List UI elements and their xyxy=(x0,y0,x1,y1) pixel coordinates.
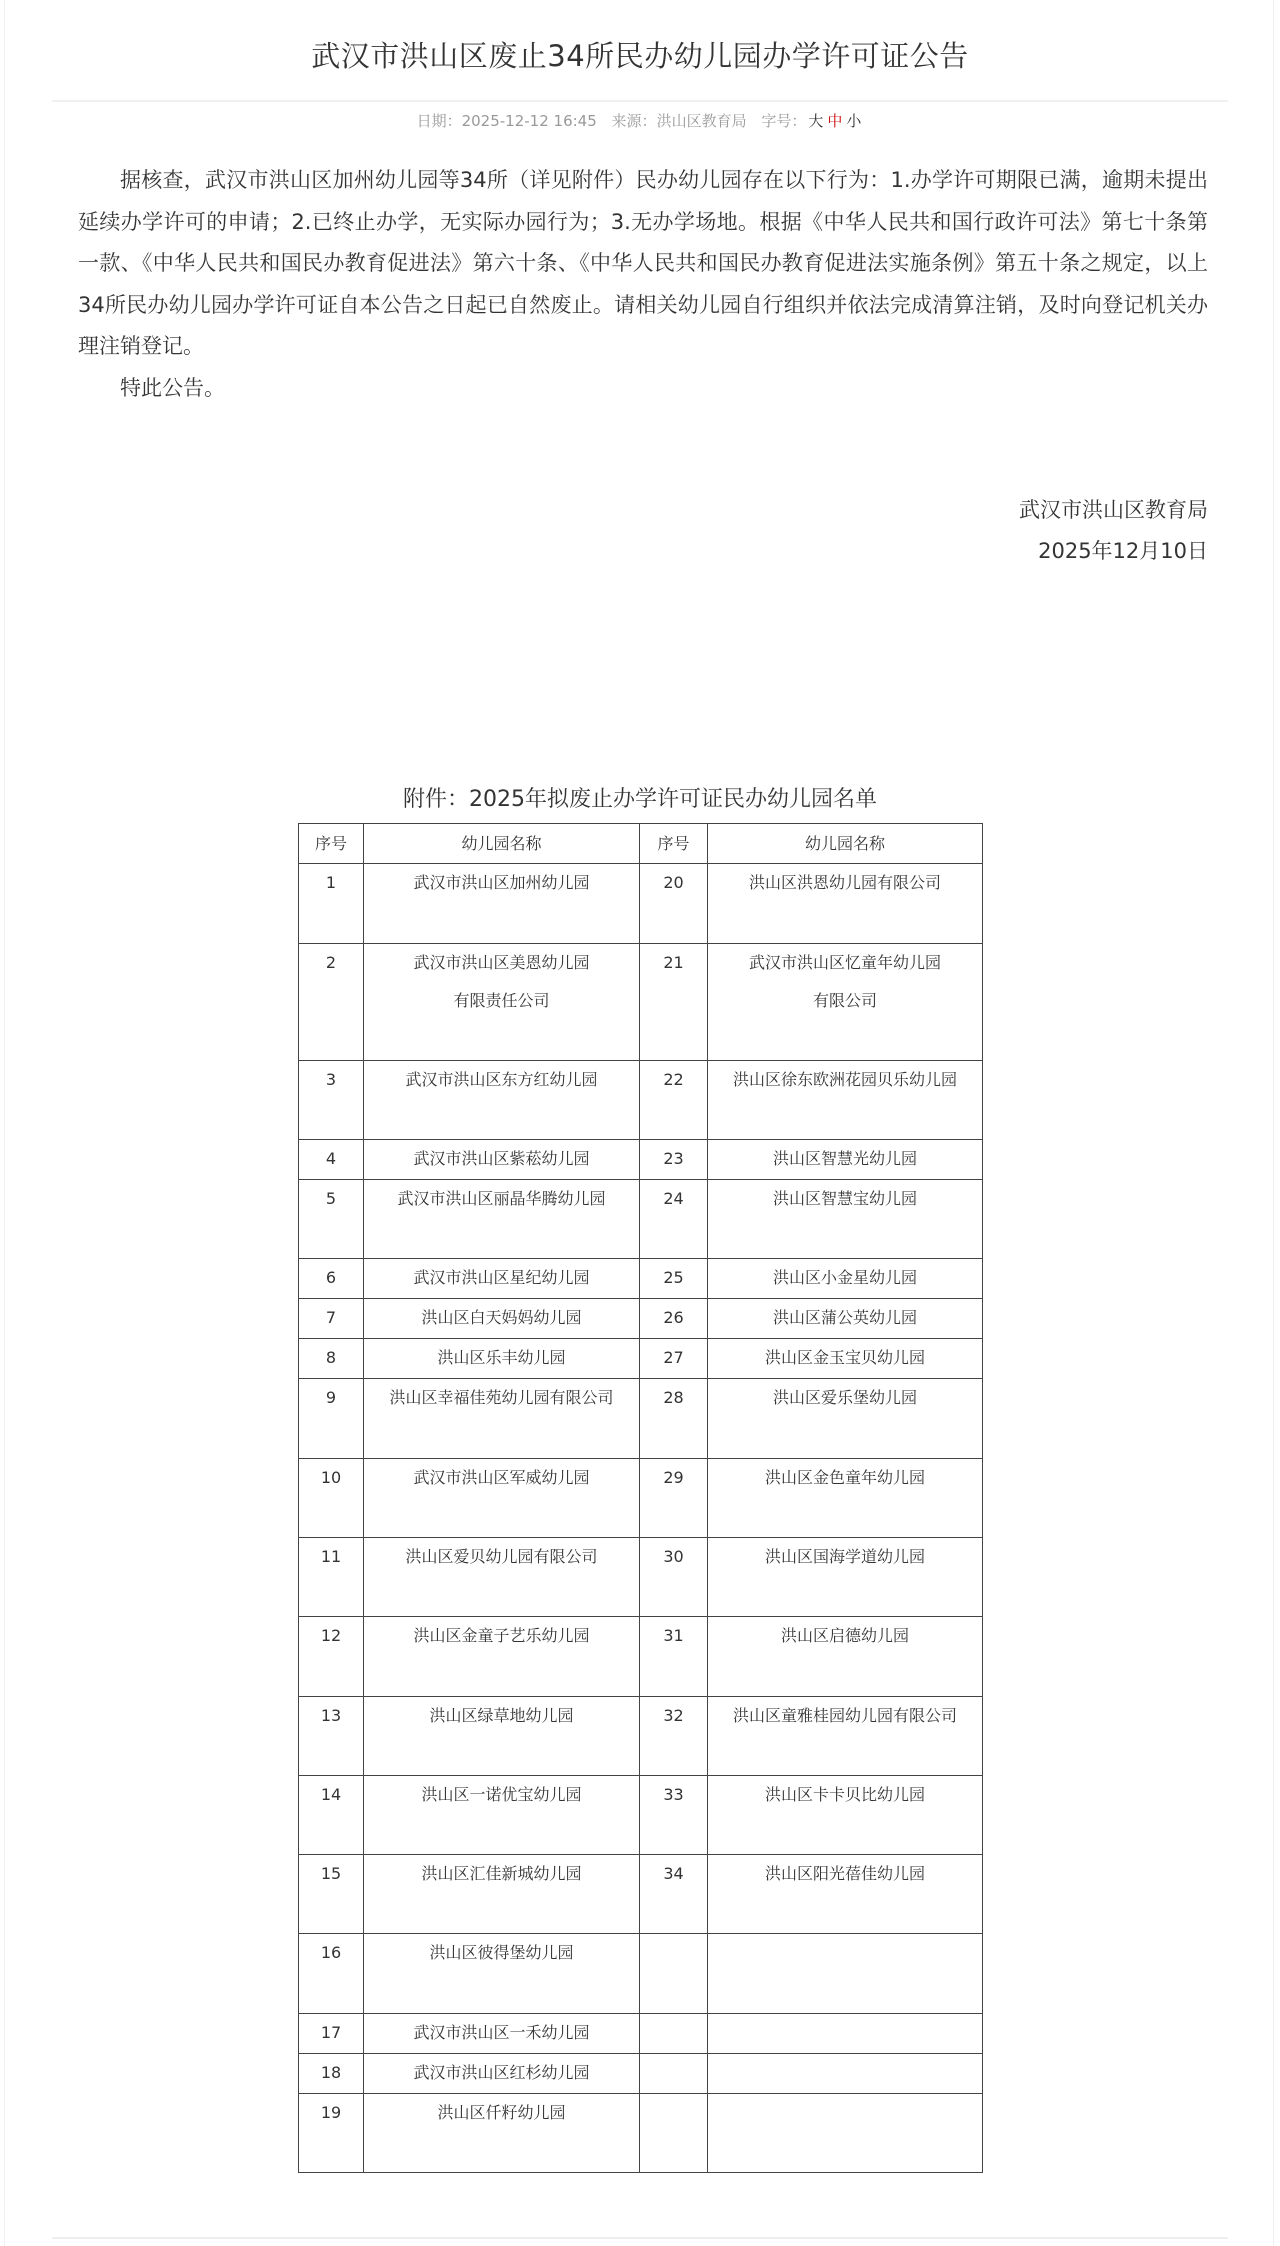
title-divider xyxy=(52,100,1228,102)
header-name-right: 幼儿园名称 xyxy=(708,824,983,864)
kindergarten-name-cell: 洪山区爱乐堡幼儿园 xyxy=(708,1379,983,1459)
serial-cell: 18 xyxy=(299,2054,364,2094)
header-name-left: 幼儿园名称 xyxy=(364,824,640,864)
name-line: 武汉市洪山区忆童年幼儿园 xyxy=(748,953,941,972)
table-row xyxy=(299,2014,983,2054)
table-row xyxy=(299,1855,983,1934)
table-row xyxy=(299,1140,983,1180)
serial-cell: 24 xyxy=(640,1180,708,1259)
kindergarten-name-cell: 洪山区小金星幼儿园 xyxy=(708,1259,983,1299)
serial-cell: 27 xyxy=(640,1339,708,1379)
table-row xyxy=(299,1934,983,2014)
name-line: 有限公司 xyxy=(812,991,877,1010)
table-body xyxy=(299,864,983,2173)
kindergarten-name-cell: 洪山区彼得堡幼儿园 xyxy=(364,1934,640,2014)
kindergarten-name-cell: 洪山区幸福佳苑幼儿园有限公司 xyxy=(364,1379,640,1459)
serial-cell: 28 xyxy=(640,1379,708,1459)
page-frame-right xyxy=(1273,0,1274,2246)
article-meta xyxy=(0,110,1280,131)
font-size-small-button[interactable]: 小 xyxy=(846,112,862,130)
serial-cell xyxy=(640,1934,708,2014)
serial-cell: 3 xyxy=(299,1061,364,1140)
name-line: 武汉市洪山区美恩幼儿园 xyxy=(413,953,590,972)
serial-cell: 17 xyxy=(299,2014,364,2054)
serial-cell: 13 xyxy=(299,1697,364,1776)
kindergarten-name-cell: 洪山区汇佳新城幼儿园 xyxy=(364,1855,640,1934)
serial-cell: 9 xyxy=(299,1379,364,1459)
kindergarten-name-cell: 洪山区白天妈妈幼儿园 xyxy=(364,1299,640,1339)
serial-cell xyxy=(640,2054,708,2094)
table-row xyxy=(299,2094,983,2173)
serial-cell: 23 xyxy=(640,1140,708,1180)
kindergarten-name-cell: 洪山区金童子艺乐幼儿园 xyxy=(364,1617,640,1697)
serial-cell: 5 xyxy=(299,1180,364,1259)
publish-date: 2025-12-12 16:45 xyxy=(461,112,597,130)
serial-cell: 30 xyxy=(640,1538,708,1617)
signature-block xyxy=(1019,490,1208,572)
serial-cell: 21 xyxy=(640,944,708,1061)
date-label: 日期： xyxy=(416,112,462,130)
table-row xyxy=(299,1459,983,1538)
serial-cell: 26 xyxy=(640,1299,708,1339)
serial-cell: 34 xyxy=(640,1855,708,1934)
serial-cell: 29 xyxy=(640,1459,708,1538)
kindergarten-name-cell: 洪山区智慧宝幼儿园 xyxy=(708,1180,983,1259)
attachment-title: 附件：2025年拟废止办学许可证民办幼儿园名单 xyxy=(403,787,877,812)
closing-paragraph: 特此公告。 xyxy=(120,375,225,400)
serial-cell: 16 xyxy=(299,1934,364,2014)
table-row xyxy=(299,1339,983,1379)
kindergarten-name-cell: 洪山区卡卡贝比幼儿园 xyxy=(708,1776,983,1855)
table-row xyxy=(299,1259,983,1299)
bottom-divider xyxy=(52,2237,1228,2239)
article-body xyxy=(78,160,1208,409)
font-size-medium-button[interactable]: 中 xyxy=(827,112,843,130)
table-row xyxy=(299,1538,983,1617)
body-paragraph: 据核查，武汉市洪山区加州幼儿园等34所（详见附件）民办幼儿园存在以下行为：1.办学许可期限已满，逾期未提出延续办学许可的申请；2.已终止办学，无实际办园行为；3.无办学场地。根据《中华人民共和国行政许可法》第七十条第一款、《中华人民共和国民办教育促进法》第六十条、《中华人民共和国民办教育促进法实施条例》第五十条之规定，以上34所民办幼儿园办学许可证自本公告之日起已自然废止。请相关幼儿园自行组织并依法完成清算注销，及时向登记机关办理注销登记。 xyxy=(78,168,1208,358)
table-row xyxy=(299,1180,983,1259)
serial-cell: 7 xyxy=(299,1299,364,1339)
serial-cell: 31 xyxy=(640,1617,708,1697)
table-row xyxy=(299,864,983,944)
serial-cell: 15 xyxy=(299,1855,364,1934)
kindergarten-name-cell: 武汉市洪山区紫菘幼儿园 xyxy=(364,1140,640,1180)
serial-cell: 19 xyxy=(299,2094,364,2173)
kindergarten-name-cell: 武汉市洪山区加州幼儿园 xyxy=(364,864,640,944)
serial-cell: 10 xyxy=(299,1459,364,1538)
header-serial-right: 序号 xyxy=(640,824,708,864)
table-header-row xyxy=(299,824,983,864)
table-row xyxy=(299,1617,983,1697)
table-row xyxy=(299,1379,983,1459)
kindergarten-name-cell: 洪山区蒲公英幼儿园 xyxy=(708,1299,983,1339)
kindergarten-name-cell: 洪山区洪恩幼儿园有限公司 xyxy=(708,864,983,944)
header-serial-left: 序号 xyxy=(299,824,364,864)
date-info xyxy=(417,112,597,130)
table-row xyxy=(299,1061,983,1140)
table-row xyxy=(299,1776,983,1855)
source-value: 洪山区教育局 xyxy=(656,112,747,130)
kindergarten-name-cell xyxy=(364,944,640,1061)
serial-cell xyxy=(640,2094,708,2173)
source-info xyxy=(612,112,747,130)
serial-cell: 32 xyxy=(640,1697,708,1776)
kindergarten-name-cell xyxy=(708,2014,983,2054)
serial-cell: 11 xyxy=(299,1538,364,1617)
serial-cell: 8 xyxy=(299,1339,364,1379)
page-frame-left xyxy=(4,0,5,2246)
kindergarten-name-cell: 武汉市洪山区红杉幼儿园 xyxy=(364,2054,640,2094)
table-row xyxy=(299,2054,983,2094)
kindergarten-name-cell: 洪山区爱贝幼儿园有限公司 xyxy=(364,1538,640,1617)
kindergarten-name-cell xyxy=(708,2094,983,2173)
kindergarten-name-cell: 洪山区乐丰幼儿园 xyxy=(364,1339,640,1379)
kindergarten-name-cell: 洪山区金色童年幼儿园 xyxy=(708,1459,983,1538)
kindergarten-name-cell: 洪山区童雅桂园幼儿园有限公司 xyxy=(708,1697,983,1776)
font-size-control xyxy=(761,112,863,130)
serial-cell: 12 xyxy=(299,1617,364,1697)
kindergarten-name-cell xyxy=(708,2054,983,2094)
name-line: 有限责任公司 xyxy=(453,991,550,1010)
table-row xyxy=(299,1697,983,1776)
serial-cell: 33 xyxy=(640,1776,708,1855)
kindergarten-name-cell: 洪山区智慧光幼儿园 xyxy=(708,1140,983,1180)
kindergarten-name-cell: 洪山区启德幼儿园 xyxy=(708,1617,983,1697)
serial-cell: 6 xyxy=(299,1259,364,1299)
serial-cell: 20 xyxy=(640,864,708,944)
font-size-large-button[interactable]: 大 xyxy=(808,112,824,130)
signature-org: 武汉市洪山区教育局 xyxy=(1019,498,1208,522)
table-row xyxy=(299,944,983,1061)
kindergarten-name-cell: 武汉市洪山区军威幼儿园 xyxy=(364,1459,640,1538)
serial-cell: 14 xyxy=(299,1776,364,1855)
kindergarten-name-cell: 洪山区金玉宝贝幼儿园 xyxy=(708,1339,983,1379)
serial-cell: 4 xyxy=(299,1140,364,1180)
kindergarten-name-cell: 洪山区一诺优宝幼儿园 xyxy=(364,1776,640,1855)
kindergarten-name-cell: 武汉市洪山区丽晶华腾幼儿园 xyxy=(364,1180,640,1259)
kindergarten-name-cell: 洪山区国海学道幼儿园 xyxy=(708,1538,983,1617)
kindergarten-name-cell: 洪山区仟籽幼儿园 xyxy=(364,2094,640,2173)
serial-cell: 1 xyxy=(299,864,364,944)
kindergarten-name-cell: 洪山区绿草地幼儿园 xyxy=(364,1697,640,1776)
article-title: 武汉市洪山区废止34所民办幼儿园办学许可证公告 xyxy=(311,39,969,73)
serial-cell: 22 xyxy=(640,1061,708,1140)
kindergarten-name-cell: 武汉市洪山区一禾幼儿园 xyxy=(364,2014,640,2054)
kindergarten-name-cell xyxy=(708,1934,983,2014)
kindergarten-name-cell: 洪山区徐东欧洲花园贝乐幼儿园 xyxy=(708,1061,983,1140)
source-label: 来源： xyxy=(611,112,657,130)
kindergarten-name-cell: 武汉市洪山区星纪幼儿园 xyxy=(364,1259,640,1299)
serial-cell: 2 xyxy=(299,944,364,1061)
kindergarten-name-cell: 武汉市洪山区东方红幼儿园 xyxy=(364,1061,640,1140)
table-row xyxy=(299,1299,983,1339)
signature-date: 2025年12月10日 xyxy=(1038,539,1208,563)
serial-cell xyxy=(640,2014,708,2054)
kindergarten-name-cell xyxy=(708,944,983,1061)
kindergarten-list-table xyxy=(298,823,983,2173)
serial-cell: 25 xyxy=(640,1259,708,1299)
font-size-label: 字号： xyxy=(761,112,807,130)
kindergarten-name-cell: 洪山区阳光蓓佳幼儿园 xyxy=(708,1855,983,1934)
